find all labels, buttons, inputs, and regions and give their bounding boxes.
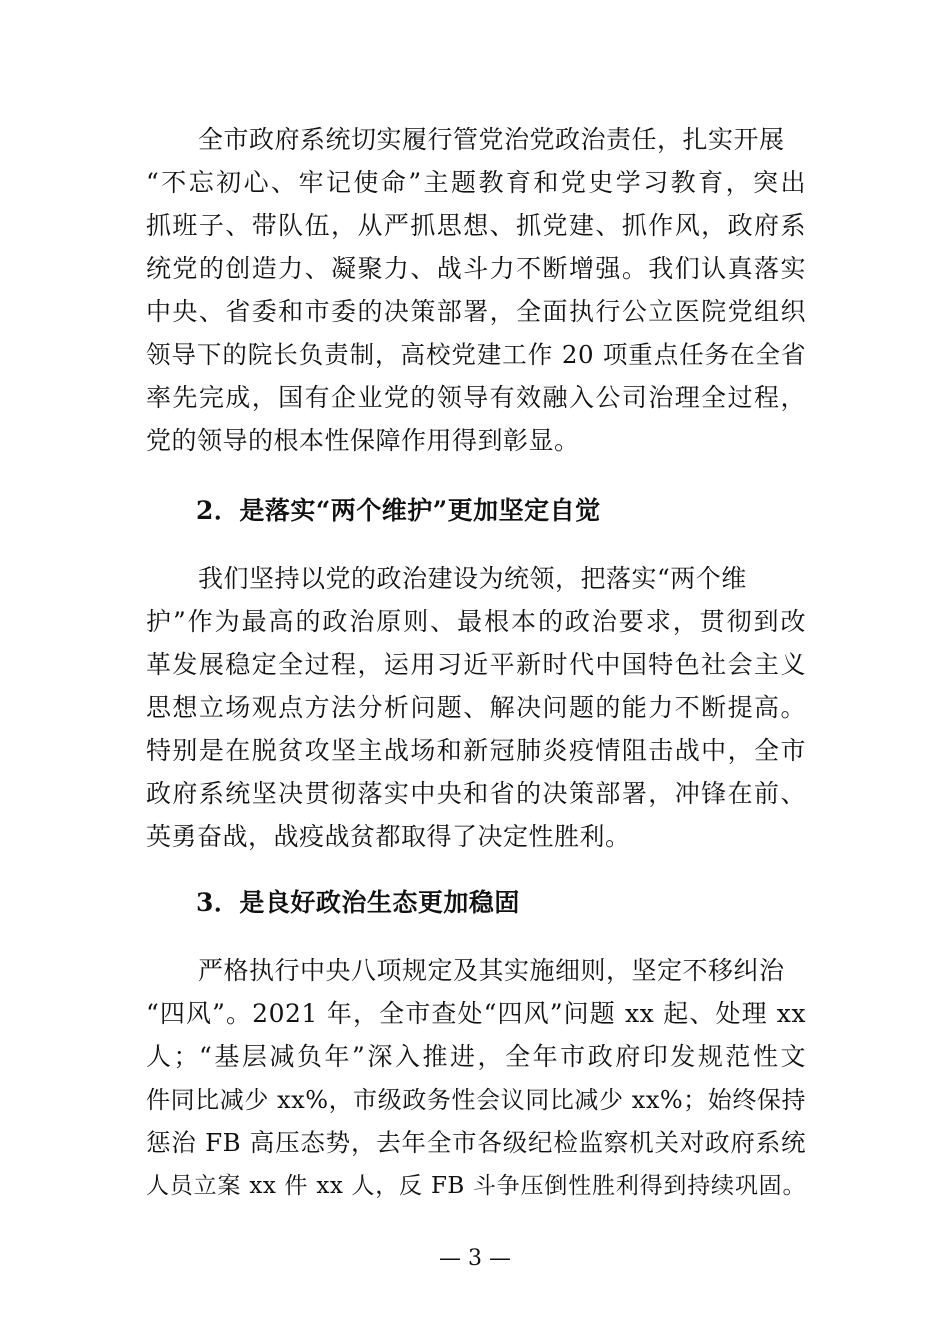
paragraph1-line-7: 率先完成，国有企业党的领导有效融入公司治理全过程， <box>146 383 806 412</box>
paragraph2-line-6: 政府系统坚决贯彻落实中央和省的决策部署，冲锋在前、 <box>146 779 806 808</box>
paragraph3-line-5: 惩治 FB 高压态势，去年全市各级纪检监察机关对政府系统 <box>146 1128 806 1157</box>
paragraph1-line-6: 领导下的院长负责制，高校党建工作 20 项重点任务在全省 <box>146 340 806 369</box>
page-number: — 3 — <box>439 1246 511 1271</box>
paragraph3-line-3: 人；“基层减负年”深入推进，全年市政府印发规范性文 <box>146 1042 806 1071</box>
paragraph2-line-2: 护”作为最高的政治原则、最根本的政治要求，贯彻到改 <box>146 607 806 636</box>
section-heading-2: 2．是落实“两个维护”更加坚定自觉 <box>196 496 601 525</box>
paragraph2-line-1: 我们坚持以党的政治建设为统领，把落实“两个维 <box>198 564 747 593</box>
paragraph2-line-4: 思想立场观点方法分析问题、解决问题的能力不断提高。 <box>146 693 806 722</box>
section-heading-3: 3．是良好政治生态更加稳固 <box>196 888 520 917</box>
paragraph3-line-2: “四风”。2021 年，全市查处“四风”问题 xx 起、处理 xx <box>146 999 806 1028</box>
paragraph1-line-5: 中央、省委和市委的决策部署，全面执行公立医院党组织 <box>146 297 806 326</box>
paragraph2-line-5: 特别是在脱贫攻坚主战场和新冠肺炎疫情阻击战中，全市 <box>146 736 806 765</box>
paragraph1-line-2: “不忘初心、牢记使命”主题教育和党史学习教育，突出 <box>146 168 806 197</box>
paragraph2-line-7: 英勇奋战，战疫战贫都取得了决定性胜利。 <box>146 822 631 851</box>
paragraph1-line-1: 全市政府系统切实履行管党治党政治责任，扎实开展 <box>198 125 785 154</box>
paragraph3-line-1: 严格执行中央八项规定及其实施细则，坚定不移纠治 <box>198 956 785 985</box>
paragraph3-line-6: 人员立案 xx 件 xx 人，反 FB 斗争压倒性胜利得到持续巩固。 <box>146 1173 806 1199</box>
paragraph3-line-4: 件同比减少 xx%，市级政务性会议同比减少 xx%；始终保持 <box>146 1086 806 1114</box>
paragraph1-line-3: 抓班子、带队伍，从严抓思想、抓党建、抓作风，政府系 <box>146 211 806 240</box>
paragraph1-line-8: 党的领导的根本性保障作用得到彰显。 <box>146 426 580 455</box>
paragraph2-line-3: 革发展稳定全过程，运用习近平新时代中国特色社会主义 <box>146 650 806 679</box>
paragraph1-line-4: 统党的创造力、凝聚力、战斗力不断增强。我们认真落实 <box>146 254 806 283</box>
